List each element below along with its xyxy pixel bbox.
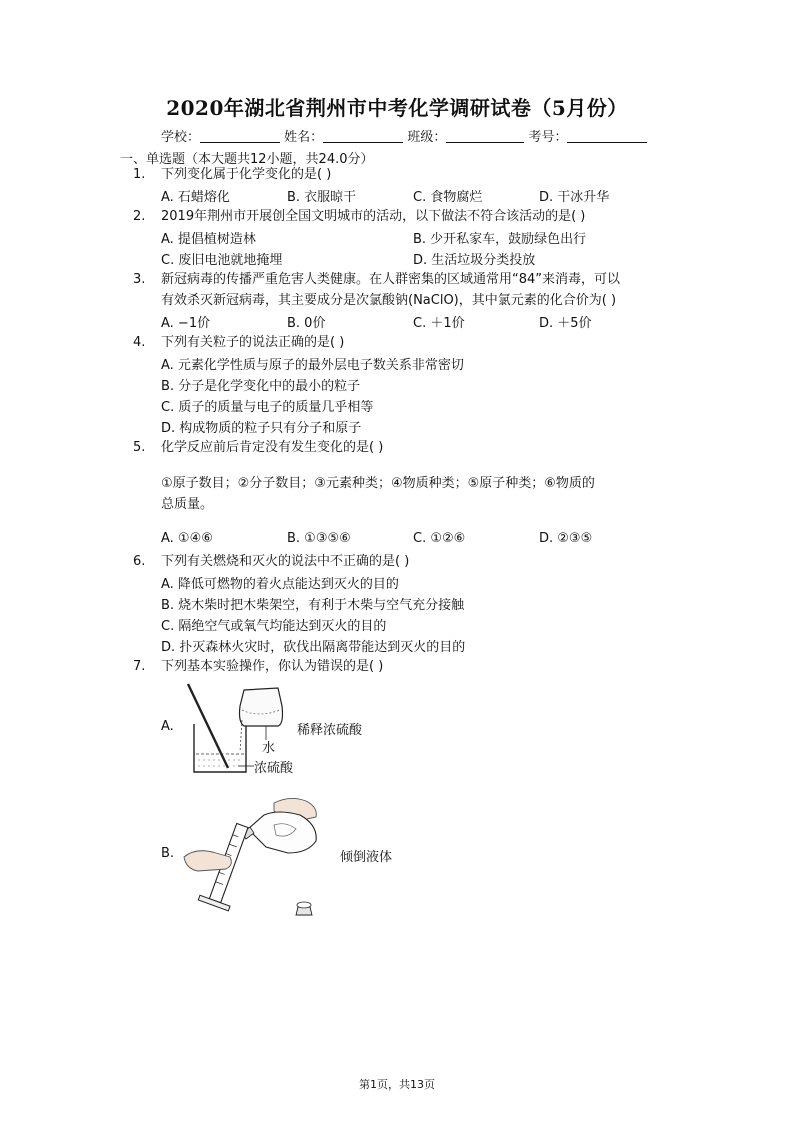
stopper-top	[297, 902, 311, 908]
option-d: D. 构成物质的粒子只有分子和原子	[161, 421, 362, 436]
question-stem-line-2: 有效杀灭新冠病毒，其主要成分是次氯酸钠(NaClO)，其中氯元素的化合价为( )	[161, 293, 617, 308]
question-stem: 下列基本实验操作，你认为错误的是( )	[161, 659, 384, 674]
option-c: C. 废旧电池就地掩埋	[161, 253, 283, 268]
option-b: B.	[161, 846, 175, 861]
figure-a-caption: 稀释浓硫酸	[297, 723, 363, 738]
name-blank	[323, 130, 403, 143]
water-label: 水	[262, 741, 276, 756]
question-stem: 下列有关粒子的说法正确的是( )	[161, 335, 345, 350]
question-stem: 化学反应前后肯定没有发生变化的是( )	[161, 440, 384, 455]
question-number: 5.	[133, 440, 146, 455]
pouring-liquid-figure	[178, 795, 338, 920]
option-d: D. 干冰升华	[539, 190, 610, 205]
name-label: 姓名：	[284, 130, 324, 145]
question-material-line-1: ①原子数目；②分子数目；③元素种类；④物质种类；⑤原子种类；⑥物质的	[161, 476, 595, 491]
glass-rod-highlight	[190, 684, 230, 768]
option-a: A.	[161, 719, 174, 734]
question-number: 3.	[133, 272, 146, 287]
option-d: D. 扑灭森林火灾时，砍伐出隔离带能达到灭火的目的	[161, 640, 466, 655]
option-b: B. 衣服晾干	[287, 190, 357, 205]
question-number: 1.	[133, 167, 146, 182]
option-c: C. 质子的质量与电子的质量几乎相等	[161, 400, 374, 415]
question-number: 2.	[133, 209, 146, 224]
figure-b-caption: 倾倒液体	[340, 850, 393, 865]
beaker-outline	[194, 724, 246, 772]
school-blank	[200, 130, 280, 143]
option-a: A. 降低可燃物的着火点能达到灭火的目的	[161, 577, 399, 592]
student-info-row	[161, 126, 647, 145]
option-a: A. 元素化学性质与原子的最外层电子数关系非常密切	[161, 358, 464, 373]
option-a: A. 石蜡熔化	[161, 190, 230, 205]
question-stem: 下列有关燃烧和灭火的说法中不正确的是( )	[161, 554, 410, 569]
question-stem: 下列变化属于化学变化的是( )	[161, 167, 332, 182]
option-a: A. −1价	[161, 316, 211, 331]
question-number: 4.	[133, 335, 146, 350]
question-stem-line-1: 新冠病毒的传播严重危害人类健康。在人群密集的区域通常用“84”来消毒，可以	[161, 272, 621, 287]
option-b: B. 少开私家车，鼓励绿色出行	[413, 232, 587, 247]
class-label: 班级：	[407, 130, 447, 145]
option-d: D. ＋5价	[539, 316, 592, 331]
option-d: D. ②③⑤	[539, 531, 593, 546]
section-heading: 一、单选题（本大题共12小题，共24.0分）	[120, 152, 374, 167]
option-d: D. 生活垃圾分类投放	[413, 253, 536, 268]
page-title: 2020年湖北省荆州市中考化学调研试卷（5月份）	[166, 96, 628, 120]
class-blank	[446, 130, 524, 143]
pouring-beaker	[240, 688, 283, 726]
option-b: B. 烧木柴时把木柴架空，有利于木柴与空气充分接触	[161, 598, 465, 613]
page-footer: 第1页，共13页	[359, 1078, 435, 1091]
lower-hand	[184, 851, 231, 871]
option-c: C. 食物腐烂	[413, 190, 483, 205]
option-b: B. 分子是化学变化中的最小的粒子	[161, 379, 361, 394]
question-number: 6.	[133, 554, 146, 569]
liquid-stream	[240, 720, 242, 752]
option-c: C. ①②⑥	[413, 531, 466, 546]
option-b: B. ①③⑤⑥	[287, 531, 351, 546]
question-material-line-2: 总质量。	[161, 497, 214, 512]
number-blank	[567, 130, 647, 143]
option-a: A. 提倡植树造林	[161, 232, 256, 247]
question-stem: 2019年荆州市开展创全国文明城市的活动，以下做法不符合该活动的是( )	[161, 209, 586, 224]
acid-label: 浓硫酸	[254, 761, 294, 776]
question-number: 7.	[133, 659, 146, 674]
option-c: C. ＋1价	[413, 316, 465, 331]
school-label: 学校：	[161, 130, 201, 145]
number-label: 考号：	[528, 130, 568, 145]
option-c: C. 隔绝空气或氧气均能达到灭火的目的	[161, 619, 387, 634]
option-a: A. ①④⑥	[161, 531, 213, 546]
option-b: B. 0价	[287, 316, 326, 331]
